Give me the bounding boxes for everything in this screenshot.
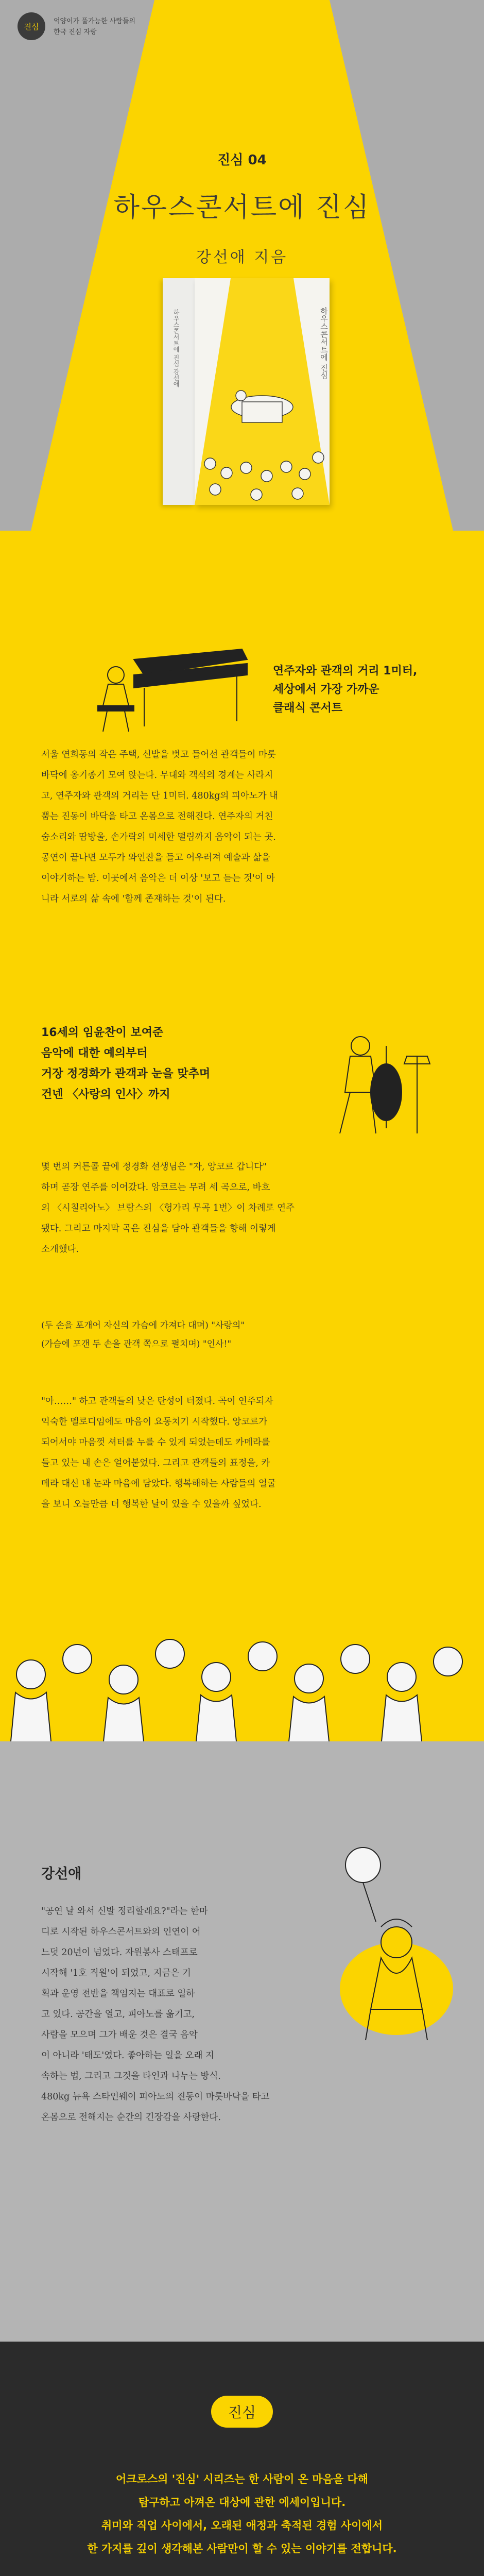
author-name: 강선애 <box>41 1866 82 1882</box>
section1-heading <box>273 662 417 718</box>
bio-line: 고 있다. 공간을 열고, 피아노를 옮기고, <box>41 2009 195 2020</box>
cellist-illustration <box>304 1025 448 1144</box>
book-title: 하우스콘서트에 진심 <box>113 192 371 223</box>
body-line: 뿜는 진동이 바닥을 타고 온몸으로 전해진다. 연주자의 거친 <box>41 811 273 822</box>
quote-line: (두 손을 포개어 자신의 가슴에 가져다 대며) "사랑의" <box>41 1320 245 1331</box>
tagline <box>54 16 135 38</box>
bio-line: 이 아니라 '태도'였다. 좋아하는 일을 오래 지 <box>41 2050 214 2061</box>
section2-body <box>41 1157 443 1260</box>
bio-line: 속하는 법, 그리고 그것을 타인과 나누는 방식. <box>41 2071 221 2081</box>
book-cover <box>195 278 330 505</box>
quote-line: (가슴에 포갠 두 손을 관객 쪽으로 펼치며) "인사!" <box>41 1339 232 1349</box>
heading-line: 클래식 콘서트 <box>273 702 343 715</box>
bio-line: 시작해 '1호 직원'이 되었고, 지금은 기 <box>41 1968 191 1978</box>
body-line: 메라 대신 내 눈과 마음에 담았다. 행복해하는 사람들의 얼굴 <box>41 1479 276 1489</box>
cover-title: 하우스콘서트에 진심 <box>319 307 329 379</box>
heading-line: 16세의 임윤찬이 보여준 <box>41 1026 164 1039</box>
body-line: 바닥에 옹기종기 모여 앉는다. 무대와 객석의 경계는 사라지 <box>41 770 273 781</box>
series-description <box>0 2468 484 2561</box>
body-line: 이야기하는 밤. 이곳에서 음악은 더 이상 '보고 듣는 것'이 아 <box>41 873 275 884</box>
bio-line: 느덧 20년이 넘었다. 자원봉사 스태프로 <box>41 1947 198 1958</box>
heading-line: 거장 정경화가 관객과 눈을 맞추며 <box>41 1067 211 1080</box>
body-line: 됐다. 그리고 마지막 곡은 진심을 담아 관객들을 향해 이렇게 <box>41 1224 276 1234</box>
bio-line: 디로 시작된 하우스콘서트와의 인연이 어 <box>41 1927 201 1937</box>
heading-line: 음악에 대한 예의부터 <box>41 1047 148 1060</box>
series-logo: 진심 <box>18 12 45 40</box>
body-line: 익숙한 멜로디임에도 마음이 요동치기 시작했다. 앙코르가 <box>41 1417 268 1427</box>
body-line: 하며 곧장 연주를 이어갔다. 앙코르는 무려 세 곡으로, 바흐 <box>41 1182 270 1193</box>
body-line: 되어서야 마음껏 셔터를 누를 수 있게 되었는데도 카메라를 <box>41 1437 270 1448</box>
author-bio <box>41 1901 293 2128</box>
body-line: 서울 연희동의 작은 주택, 신발을 벗고 들어선 관객들이 마룻 <box>41 750 276 760</box>
body-line: 숨소리와 땀방울, 손가락의 미세한 떨림까지 음악이 되는 곳. <box>41 832 276 842</box>
series-badge: 진심 <box>211 2396 273 2428</box>
bio-line: 사람을 모으며 그가 배운 것은 결국 음악 <box>41 2030 198 2040</box>
body-line: 을 보니 오늘만큼 더 행복한 날이 있을 수 있을까 싶었다. <box>41 1499 262 1510</box>
audience-illustration <box>0 1551 484 1747</box>
tagline-line: 한국 진심 자랑 <box>54 28 97 36</box>
book-author: 강선애 지음 <box>196 248 288 266</box>
desc-line: 한 가지를 깊이 생각해본 사람만이 할 수 있는 이야기를 전합니다. <box>87 2543 397 2555</box>
body-line: 의 〈시칠리아노〉 브람스의 〈헝가리 무곡 1번〉이 차례로 연주 <box>41 1203 295 1213</box>
heading-line: 세상에서 가장 가까운 <box>273 683 379 696</box>
bio-line: "공연 날 와서 신발 정리할래요?"라는 한마 <box>41 1906 208 1917</box>
quote-block <box>41 1316 443 1353</box>
body-line: 고, 연주자와 관객의 거리는 단 1미터. 480kg의 피아노가 내 <box>41 791 279 801</box>
section2-body-2 <box>41 1391 443 1515</box>
series-number: 진심 04 <box>217 152 267 168</box>
body-line: 몇 번의 커튼콜 끝에 정경화 선생님은 "자, 앙코르 갑니다" <box>41 1162 267 1172</box>
body-line: 소개했다. <box>41 1244 79 1255</box>
desc-line: 탐구하고 아껴온 대상에 관한 에세이입니다. <box>138 2496 346 2509</box>
body-line: "아……" 하고 관객들의 낮은 탄성이 터졌다. 곡이 연주되자 <box>41 1396 273 1406</box>
body-line: 니라 서로의 삶 속에 '함께 존재하는 것'이 된다. <box>41 894 226 904</box>
body-line: 들고 있는 내 손은 얼어붙었다. 그리고 관객들의 표정을, 카 <box>41 1458 270 1468</box>
heading-line: 건넨 〈사랑의 인사〉까지 <box>41 1088 170 1101</box>
spine-text: 하우스콘서트에 진심 강선애 <box>172 309 180 387</box>
bio-line: 온몸으로 전해지는 순간의 긴장감을 사랑한다. <box>41 2112 221 2123</box>
book-spine <box>163 278 195 505</box>
desc-line: 취미와 직업 사이에서, 오래된 애정과 축적된 경험 사이에서 <box>101 2519 383 2532</box>
piano-illustration <box>88 639 257 742</box>
body-line: 공연이 끝나면 모두가 와인잔을 들고 어우러져 예술과 삶을 <box>41 853 270 863</box>
desc-line: 어크로스의 '진심' 시리즈는 한 사람이 온 마음을 다해 <box>115 2473 369 2485</box>
heading-line: 연주자와 관객의 거리 1미터, <box>273 665 418 677</box>
section2-heading <box>41 1023 210 1105</box>
author-illustration <box>319 1834 463 2045</box>
tagline-line: 억양이가 풀가능한 사람들의 <box>54 18 135 25</box>
section1-body <box>41 744 448 909</box>
bio-line: 획과 운영 전반을 책임지는 대표로 일하 <box>41 1989 195 1999</box>
bio-line: 480kg 뉴욕 스타인웨이 피아노의 진동이 마룻바닥을 타고 <box>41 2092 270 2102</box>
